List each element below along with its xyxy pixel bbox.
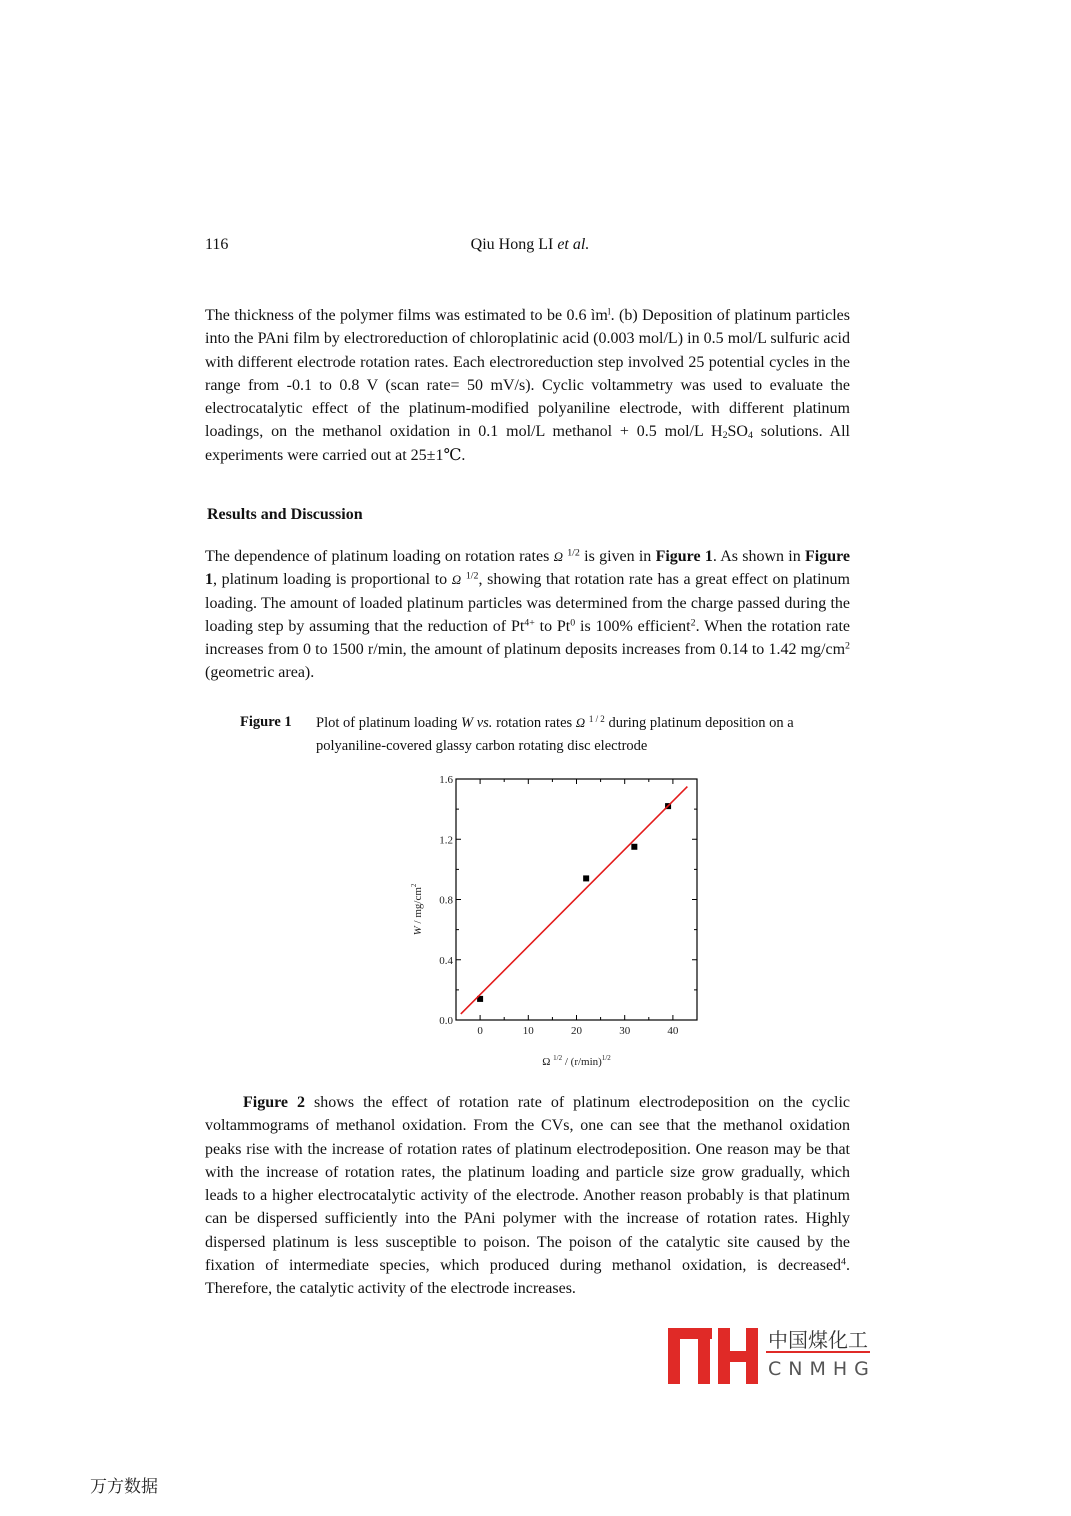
sup: 2 [845,640,850,652]
y-tick-label: 0.0 [439,1015,453,1027]
sup: 0 [570,617,576,629]
text: during platinum deposition on a polyaniline-covered glassy carbon rotating disc electrode [316,715,794,754]
citation: 4 [841,1256,846,1268]
text: vs. [473,715,493,731]
x-axis-label: Ω $^{1/2} / (r/\min)^{1/2}$ [542,1054,611,1068]
results-paragraph [205,545,850,685]
text: , showing that rotation rate has a great effect on platinum loading. The amount of loaded platinum particles was determined from the charge passed during the loading step by assuming that the reduction of Pt [205,571,851,635]
omega-symbol: Ω [575,715,586,730]
cnmhg-logo [668,1326,878,1388]
text: The thickness of the polymer films was estimated to be 0.6 ìm [205,307,608,324]
y-tick-label: 0.4 [439,954,453,967]
data-point [583,875,589,881]
text: SO [727,423,748,441]
figure-ref: Figure 1 [205,548,850,589]
page-number: 116 [205,236,229,253]
section-heading: Results and Discussion [207,506,363,523]
y-tick-label: 1.2 [439,834,453,847]
text: . As shown in [712,548,805,565]
figure-ref: Figure 1 [655,548,713,565]
text: solutions. All experiments were carried out at 25±1℃. [205,423,850,464]
caption-text [316,711,816,758]
running-header [0,236,1060,254]
text: . (b) Deposition of platinum particles into the PAni film by electroreduction of chloroplatinic acid (0.003 mol/L) in 0.5 mol/L sulfuric acid with different electrode rotation rates. Each electroreduction step involved 25 potential cycles in the range from -0.1 to 0.8 V (scan rate= 50 mV/s). Cyclic voltammetry was used to evaluate the electrocatalytic effect of the platinum-modified polyaniline electrode, with different platinum loadings, on the methanol oxidation in 0.1 mol/L methanol + 0.5 mol/L H [205,307,851,441]
text: shows the effect of rotation rate of platinum electrodeposition on the cyclic voltammograms of methanol oxidation. From the CVs, one can see that the methanol oxidation peaks rise with the increase of rotation rates of platinum electrodeposition. One reason may be that with the increase of rotation rates, the platinum loading and particle size grow gradually, which leads to a higher electrocatalytic activity of the electrode. Another reason probably is that platinum can be dispersed sufficiently into the PAni polymer with the increase of rotation rates. Highly dispersed platinum is less susceptible to poison. The poison of the catalytic site caused by the fixation of intermediate species, which produced during methanol oxidation, is decreased [205,1094,851,1275]
figure1-chart [400,765,710,1075]
citation: 2 [690,617,696,629]
author-name: Qiu Hong LI [470,236,554,253]
x-tick-label: 40 [667,1025,679,1037]
text: to Pt [534,617,571,635]
watermark-footer: 万方数据 [90,1477,158,1497]
sup: 4+ [524,617,535,629]
text: . When the rotation rate increases from 0 to 1500 r/min, the amount of platinum deposits increases from 0.14 to 1.42 mg/cm [205,617,851,659]
sub: 4 [747,430,753,442]
sup: 1/2 [567,547,580,559]
x-tick-label: 20 [571,1025,582,1037]
text: W [461,715,474,731]
fit-line [461,787,688,1014]
sup: l [607,306,611,318]
y-tick-label: 1.6 [439,774,453,786]
figure-label: Figure 1 [240,714,292,730]
plot-frame [456,779,697,1020]
text: Plot of platinum loading [316,715,461,731]
logo-english-text: CNMHG [768,1358,876,1380]
x-tick-label: 10 [522,1025,534,1037]
discussion-paragraph [205,1091,850,1301]
omega-symbol: Ω [451,572,462,588]
text: is 100% efficient [575,617,691,635]
sup: 1 / 2 [588,714,605,725]
text: , platinum loading is proportional to [213,571,452,589]
text: (geometric area). [205,664,315,682]
y-tick-label: 0.8 [439,894,453,907]
text: . Therefore, the catalytic activity of the electrode increases. [205,1257,850,1298]
x-tick-label: 0 [477,1025,483,1037]
logo-chinese-text: 中国煤化工 [768,1328,868,1352]
x-tick-label: 30 [619,1025,631,1037]
data-point [631,844,637,850]
methods-paragraph [205,304,850,467]
sub: 2 [722,430,728,442]
omega-symbol: Ω [553,549,563,564]
y-axis-label: W / $mg/cm^2$ [410,883,424,936]
figure-ref: Figure 2 [243,1094,306,1111]
text: The dependence of platinum loading on rotation rates [205,548,554,565]
text: rotation rates [492,715,576,731]
author-suffix: et al. [557,236,590,253]
sup: 1/2 [465,570,479,582]
text: is given in [579,548,656,565]
